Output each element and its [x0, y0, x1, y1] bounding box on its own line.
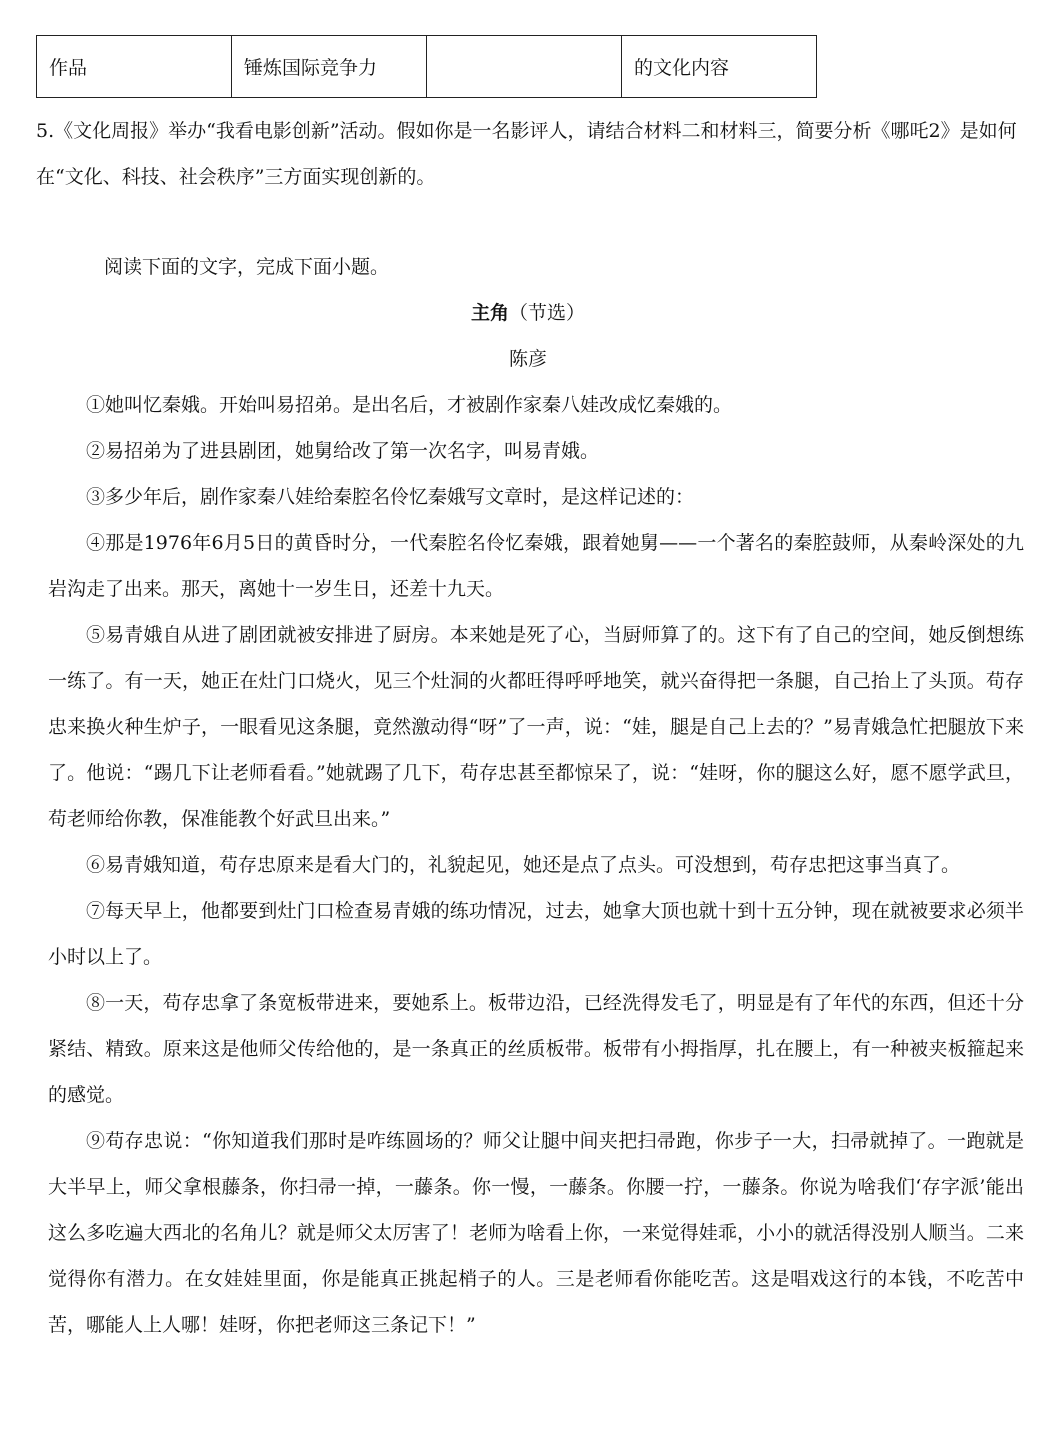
paragraph-2: ②易招弟为了进县剧团，她舅给改了第一次名字，叫易青娥。 — [86, 440, 600, 462]
paragraph-1: ①她叫忆秦娥。开始叫易招弟。是出名后，才被剧作家秦八娃改成忆秦娥的。 — [86, 394, 733, 416]
paragraph-7: ⑦每天早上，他都要到灶门口检查易青娥的练功情况，过去，她拿大顶也就十到十五分钟，现在就被要求必须半小时以上了。 — [48, 900, 1024, 968]
table-cell — [427, 36, 622, 98]
paragraph-8: ⑧一天，苟存忠拿了条宽板带进来，要她系上。板带边沿，已经洗得发毛了，明显是有了年代的东西，但还十分紧结、精致。原来这是他师父传给他的，是一条真正的丝质板带。板带有小拇指厚，扎在腰上，有一种被夹板箍起来的感觉。 — [48, 992, 1024, 1106]
paragraph-4: ④那是1976年6月5日的黄昏时分，一代秦腔名伶忆秦娥，跟着她舅——一个著名的秦腔鼓师，从秦岭深处的九岩沟走了出来。那天，离她十一岁生日，还差十九天。 — [48, 532, 1024, 600]
table-row — [37, 36, 817, 98]
table-cell: 作品 — [37, 36, 232, 98]
reading-instruction: 阅读下面的文字，完成下面小题。 — [104, 256, 390, 278]
table-fragment — [36, 35, 817, 98]
paragraph-9: ⑨苟存忠说：“你知道我们那时是咋练圆场的？师父让腿中间夹把扫帚跑，你步子一大，扫帚就掉了。一跑就是大半早上，师父拿根藤条，你扫帚一掉，一藤条。你一慢，一藤条。你腰一拧，一藤条。你说为啥我们‘存字派’能出这么多吃遍大西北的名角儿？就是师父太厉害了！老师为啥看上你，一来觉得娃乖，小小的就活得没别人顺当。二来觉得你有潜力。在女娃娃里面，你是能真正挑起梢子的人。三是老师看你能吃苦。这是唱戏这行的本钱，不吃苦中苦，哪能人上人哪！娃呀，你把老师这三条记下！” — [48, 1130, 1024, 1336]
paragraph-6: ⑥易青娥知道，苟存忠原来是看大门的，礼貌起见，她还是点了点头。可没想到，苟存忠把这事当真了。 — [86, 854, 961, 876]
table-cell: 的文化内容 — [622, 36, 817, 98]
article-title — [0, 290, 1056, 336]
article-author: 陈彦 — [508, 348, 547, 370]
article-title-note: （节选） — [509, 302, 586, 324]
paragraph-3: ③多少年后，剧作家秦八娃给秦腔名伶忆秦娥写文章时，是这样记述的： — [86, 486, 695, 508]
paragraph-5: ⑤易青娥自从进了剧团就被安排进了厨房。本来她是死了心，当厨师算了的。这下有了自己的空间，她反倒想练一练了。有一天，她正在灶门口烧火，见三个灶洞的火都旺得呼呼地笑，就兴奋得把一条腿，自己抬上了头顶。苟存忠来换火种生炉子，一眼看见这条腿，竟然激动得“呀”了一声，说：“娃，腿是自己上去的？”易青娥急忙把腿放下来了。他说：“踢几下让老师看看。”她就踢了几下，苟存忠甚至都惊呆了，说：“娃呀，你的腿这么好，愿不愿学武旦，苟老师给你教，保准能教个好武旦出来。” — [48, 624, 1024, 830]
question-5: 5.《文化周报》举办“我看电影创新”活动。假如你是一名影评人，请结合材料二和材料三，简要分析《哪吒2》是如何在“文化、科技、社会秩序”三方面实现创新的。 — [36, 120, 1017, 188]
table-cell: 锤炼国际竞争力 — [232, 36, 427, 98]
article-title-main: 主角 — [470, 302, 509, 324]
article-body — [48, 382, 1024, 1348]
